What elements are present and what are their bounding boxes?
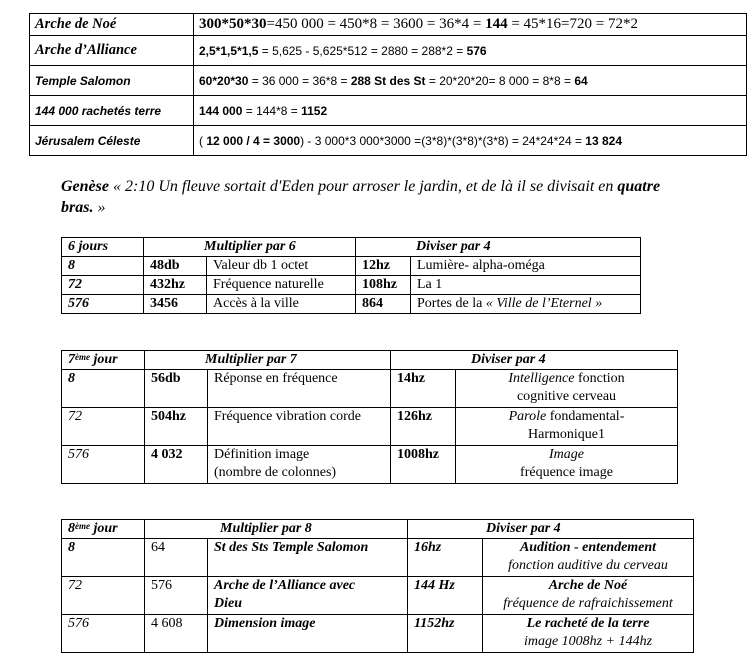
cell-text: cognitive cerveau <box>516 389 617 404</box>
cell-text: St des Sts Temple Salomon <box>214 540 369 555</box>
table-cell <box>208 615 408 653</box>
table-cell <box>208 539 408 577</box>
table-row <box>62 539 694 577</box>
header-cell <box>62 351 145 370</box>
equation-text: ( <box>199 133 207 148</box>
table-cell: 8 <box>62 370 145 408</box>
table-cell: 72 <box>62 577 145 615</box>
table-row <box>62 446 678 484</box>
equation-key-value: 144 000 <box>199 103 243 118</box>
table-cell: 576 <box>145 577 208 615</box>
numerology-table <box>29 13 747 156</box>
table-cell <box>456 408 678 446</box>
genesis-lead: Genèse <box>61 178 109 195</box>
table-cell: 4 608 <box>145 615 208 653</box>
table-cell: 8 <box>62 257 144 276</box>
genesis-quote-bold: quatre bras. <box>61 178 661 216</box>
cell-text: Portes de la <box>417 296 483 311</box>
table-cell: 576 <box>62 446 145 484</box>
table-row <box>62 257 641 276</box>
table-row <box>30 126 747 156</box>
table-cell <box>411 295 641 314</box>
table-cell: Valeur db 1 octet <box>207 257 356 276</box>
table-header-row <box>62 351 678 370</box>
equation-key-value: 12 000 / 4 = 3000 <box>206 133 301 148</box>
table-cell: 432hz <box>144 276 207 295</box>
cell-text: Harmonique1 <box>528 427 605 442</box>
table-cell: Fréquence naturelle <box>207 276 356 295</box>
eighth-day-table <box>61 519 694 653</box>
cell-text-italic: fréquence de rafraichissement <box>503 596 673 611</box>
table-row <box>62 615 694 653</box>
table-cell: 108hz <box>356 276 411 295</box>
table-row <box>30 14 747 36</box>
table-cell: 48db <box>144 257 207 276</box>
equation-cell <box>194 66 747 96</box>
table-cell: 64 <box>145 539 208 577</box>
equation-cell <box>194 14 747 36</box>
table-row <box>62 408 678 446</box>
table-cell: Accès à la ville <box>207 295 356 314</box>
cell-text: fréquence image <box>520 465 613 480</box>
header-cell: Diviser par 4 <box>356 238 641 257</box>
day-word: jour <box>90 352 118 367</box>
table-cell <box>208 577 408 615</box>
day-word: jour <box>90 521 118 536</box>
cell-text: (nombre de colonnes) <box>214 465 337 480</box>
table-cell: 12hz <box>356 257 411 276</box>
table-cell: Réponse en fréquence <box>208 370 391 408</box>
equation-text: = 144*8 = <box>242 103 302 118</box>
equation-cell <box>194 36 747 66</box>
equation-text: = 36 000 = 36*8 = <box>248 73 351 88</box>
table-cell <box>456 370 678 408</box>
cell-text-bold: Arche de Noé <box>548 578 628 593</box>
equation-key-value: 2,5*1,5*1,5 <box>199 43 259 58</box>
table-row <box>30 66 747 96</box>
day-suffix: ème <box>75 521 90 531</box>
table-cell: 576 <box>62 295 144 314</box>
table-row <box>62 577 694 615</box>
equation-text: ) - 3 000*3 000*3000 =(3*8)*(3*8)*(3*8) = 24*24*24 = <box>300 133 586 148</box>
cell-text-italic: « Ville de l’Eternel » <box>485 296 603 311</box>
header-cell <box>62 520 145 539</box>
day-suffix: ème <box>75 352 90 362</box>
table-row <box>62 370 678 408</box>
table-cell: Lumière- alpha-oméga <box>411 257 641 276</box>
day-number: 7 <box>68 352 75 367</box>
table-cell: 56db <box>145 370 208 408</box>
cell-text: Définition image <box>214 447 310 462</box>
cell-text: fonction <box>574 371 625 386</box>
equation-text: = 5,625 - 5,625*512 = 2880 = 288*2 = <box>258 43 467 58</box>
row-label: Jérusalem Céleste <box>30 126 194 156</box>
cell-text: Dieu <box>214 596 242 611</box>
table-cell: 864 <box>356 295 411 314</box>
equation-key-value: 60*20*30 <box>199 73 249 88</box>
table-cell: Fréquence vibration corde <box>208 408 391 446</box>
equation-cell <box>194 96 747 126</box>
table-cell: 1152hz <box>408 615 483 653</box>
table-cell: 8 <box>62 539 145 577</box>
cell-text-bold: Le racheté de la terre <box>526 616 650 631</box>
cell-text: Dimension image <box>214 616 316 631</box>
equation-cell <box>194 126 747 156</box>
cell-text-italic: fonction auditive du cerveau <box>508 558 668 573</box>
cell-text: Arche de l’Alliance avec <box>214 578 356 593</box>
header-cell: 6 jours <box>62 238 144 257</box>
equation-key-value: 1152 <box>301 103 328 118</box>
day-number: 8 <box>68 521 75 536</box>
table-row <box>30 96 747 126</box>
equation-key-value: 300*50*30 <box>199 16 267 32</box>
table-cell: 3456 <box>144 295 207 314</box>
genesis-quote-close: » <box>93 199 106 216</box>
row-label: Temple Salomon <box>30 66 194 96</box>
equation-key-value: 13 824 <box>585 133 622 148</box>
table-row <box>30 36 747 66</box>
six-days-table <box>61 237 641 314</box>
header-cell: Multiplier par 6 <box>144 238 356 257</box>
table-row <box>62 276 641 295</box>
cell-text-italic: Image <box>549 447 584 462</box>
table-cell <box>456 446 678 484</box>
table-cell <box>208 446 391 484</box>
genesis-quote <box>61 176 661 218</box>
table-cell: 4 032 <box>145 446 208 484</box>
table-cell: 1008hz <box>391 446 456 484</box>
cell-text-bold: Audition - entendement <box>519 540 657 555</box>
equation-key-value: 64 <box>574 73 588 88</box>
table-cell: 72 <box>62 276 144 295</box>
header-cell: Multiplier par 8 <box>145 520 408 539</box>
table-cell: 72 <box>62 408 145 446</box>
table-cell: La 1 <box>411 276 641 295</box>
table-cell <box>483 577 694 615</box>
cell-text-italic: Intelligence <box>508 371 575 386</box>
equation-text: =450 000 = 450*8 = 3600 = 36*4 = <box>266 16 486 32</box>
table-cell: 16hz <box>408 539 483 577</box>
table-header-row <box>62 520 694 539</box>
seventh-day-table <box>61 350 678 484</box>
table-cell <box>483 539 694 577</box>
row-label: Arche de Noé <box>30 14 194 36</box>
table-row <box>62 295 641 314</box>
table-cell: 126hz <box>391 408 456 446</box>
equation-key-value: 576 <box>466 43 487 58</box>
equation-key-value: 288 St des St <box>350 73 426 88</box>
table-header-row <box>62 238 641 257</box>
equation-key-value: 144 <box>485 16 508 32</box>
cell-text: fondamental- <box>546 409 625 424</box>
table-cell: 144 Hz <box>408 577 483 615</box>
table-cell: 576 <box>62 615 145 653</box>
equation-text: = 20*20*20= 8 000 = 8*8 = <box>425 73 575 88</box>
header-cell: Diviser par 4 <box>391 351 678 370</box>
header-cell: Multiplier par 7 <box>145 351 391 370</box>
cell-text-italic: image 1008hz + 144hz <box>523 634 653 649</box>
table-cell: 504hz <box>145 408 208 446</box>
row-label: 144 000 rachetés terre <box>30 96 194 126</box>
genesis-quote-open: « 2:10 Un fleuve sortait d'Eden pour arroser le jardin, et de là il se divisait en <box>108 178 618 195</box>
cell-text-italic: Parole <box>508 409 547 424</box>
table-cell: 14hz <box>391 370 456 408</box>
row-label: Arche d’Alliance <box>30 36 194 66</box>
header-cell: Diviser par 4 <box>408 520 694 539</box>
equation-text: = 45*16=720 = 72*2 <box>507 16 638 32</box>
table-cell <box>483 615 694 653</box>
